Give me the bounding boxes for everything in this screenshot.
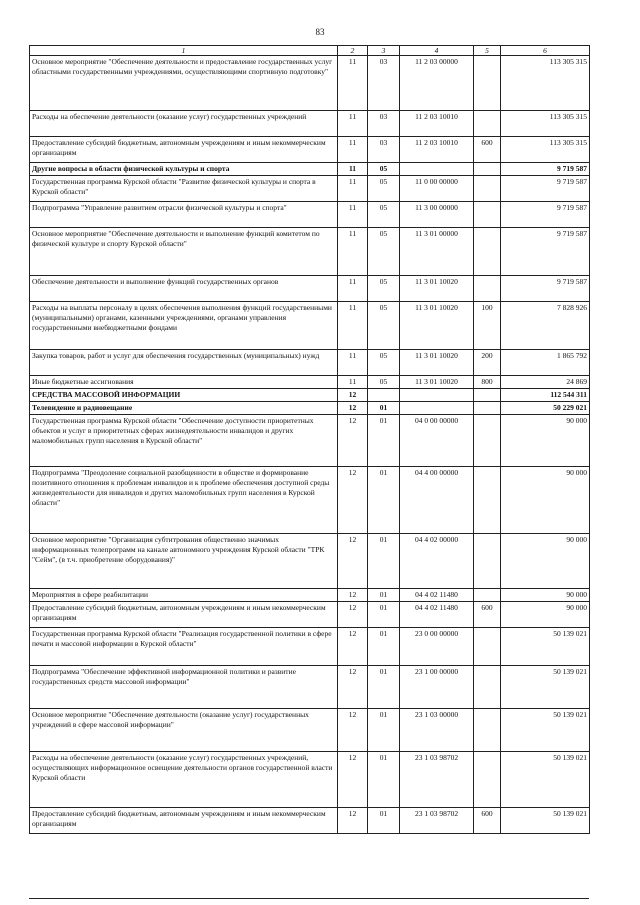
row-sum: 9 719 587 — [501, 176, 590, 202]
row-sum: 50 139 021 — [501, 752, 590, 808]
table-row — [30, 389, 590, 402]
row-section: 12 — [338, 628, 368, 666]
row-subsection: 01 — [368, 602, 400, 628]
table-row — [30, 163, 590, 176]
table-row — [30, 589, 590, 602]
row-name: Мероприятия в сфере реабилитации — [30, 589, 338, 602]
row-sum: 113 305 315 — [501, 137, 590, 163]
row-expense-type — [474, 228, 501, 276]
row-name: Государственная программа Курской области "Реализация государственной политики в сфере печати и массовой информации в Курской области" — [30, 628, 338, 666]
row-sum: 113 305 315 — [501, 56, 590, 111]
row-target-article: 11 3 00 00000 — [400, 202, 474, 228]
row-target-article: 11 3 01 10020 — [400, 276, 474, 302]
row-subsection: 03 — [368, 137, 400, 163]
row-section: 11 — [338, 276, 368, 302]
row-section: 11 — [338, 137, 368, 163]
row-name: Подпрограмма "Обеспечение эффективной информационной политики и развитие государственных средств массовой информации" — [30, 666, 338, 709]
row-expense-type — [474, 467, 501, 534]
row-expense-type — [474, 589, 501, 602]
row-subsection: 01 — [368, 589, 400, 602]
row-expense-type — [474, 666, 501, 709]
table-row — [30, 202, 590, 228]
row-sum: 112 544 311 — [501, 389, 590, 402]
row-name: Подпрограмма "Управление развитием отрасли физической культуры и спорта" — [30, 202, 338, 228]
row-sum: 90 000 — [501, 467, 590, 534]
row-name: Основное мероприятие "Обеспечение деятельности и выполнение функций комитетом по физической культуре и спорту Курской области" — [30, 228, 338, 276]
row-subsection: 05 — [368, 228, 400, 276]
row-expense-type — [474, 402, 501, 415]
row-subsection — [368, 389, 400, 402]
row-sum: 113 305 315 — [501, 111, 590, 137]
row-target-article: 04 4 02 00000 — [400, 534, 474, 589]
table-row — [30, 56, 590, 111]
row-section: 12 — [338, 666, 368, 709]
row-target-article: 04 4 02 11480 — [400, 589, 474, 602]
row-section: 11 — [338, 228, 368, 276]
row-subsection: 01 — [368, 752, 400, 808]
row-name: Предоставление субсидий бюджетным, автономным учреждениям и иным некоммерческим организациям — [30, 602, 338, 628]
row-expense-type: 600 — [474, 808, 501, 834]
row-target-article: 11 2 03 10010 — [400, 137, 474, 163]
row-section: 11 — [338, 376, 368, 389]
row-section: 12 — [338, 709, 368, 752]
row-section: 12 — [338, 808, 368, 834]
row-expense-type — [474, 56, 501, 111]
row-subsection: 05 — [368, 350, 400, 376]
row-target-article: 23 1 00 00000 — [400, 666, 474, 709]
row-expense-type — [474, 534, 501, 589]
row-name: Основное мероприятие "Обеспечение деятельности и предоставление государственных услуг областными государственными учреждениями, осуществляющими спортивную подготовку" — [30, 56, 338, 111]
row-subsection: 01 — [368, 808, 400, 834]
row-section: 11 — [338, 302, 368, 350]
row-section: 12 — [338, 752, 368, 808]
table-row — [30, 602, 590, 628]
row-expense-type: 200 — [474, 350, 501, 376]
row-name: Расходы на обеспечение деятельности (оказание услуг) государственных учреждений, осуществляющих информационное освещение деятельности органов государственной власти Курской области — [30, 752, 338, 808]
row-target-article — [400, 389, 474, 402]
row-sum: 90 000 — [501, 415, 590, 467]
row-expense-type: 600 — [474, 602, 501, 628]
row-subsection: 01 — [368, 628, 400, 666]
row-target-article: 23 1 03 98702 — [400, 752, 474, 808]
bottom-rule — [29, 898, 589, 899]
row-target-article: 04 4 02 11480 — [400, 602, 474, 628]
row-subsection: 03 — [368, 56, 400, 111]
row-expense-type: 600 — [474, 137, 501, 163]
row-name: Государственная программа Курской области "Обеспечение доступности приоритетных объектов и услуг в приоритетных сферах жизнедеятельности инвалидов и других маломобильных групп населения в Курской области" — [30, 415, 338, 467]
row-target-article: 04 0 00 00000 — [400, 415, 474, 467]
row-expense-type — [474, 111, 501, 137]
table-row — [30, 628, 590, 666]
row-name: Предоставление субсидий бюджетным, автономным учреждениям и иным некоммерческим организациям — [30, 137, 338, 163]
table-row — [30, 467, 590, 534]
row-sum: 90 000 — [501, 534, 590, 589]
row-name: Расходы на выплаты персоналу в целях обеспечения выполнения функций государственными (муниципальными) органами, казенными учреждениями, органами управления государственными внебюджетными фондами — [30, 302, 338, 350]
row-section: 12 — [338, 534, 368, 589]
row-subsection: 01 — [368, 467, 400, 534]
row-sum: 50 139 021 — [501, 666, 590, 709]
table-row — [30, 302, 590, 350]
header-section: 2 — [338, 46, 368, 56]
row-sum: 1 865 792 — [501, 350, 590, 376]
row-expense-type — [474, 628, 501, 666]
row-sum: 50 139 021 — [501, 709, 590, 752]
header-name: 1 — [30, 46, 338, 56]
row-sum: 9 719 587 — [501, 163, 590, 176]
row-expense-type — [474, 276, 501, 302]
page-number: 83 — [315, 27, 325, 37]
row-name: Государственная программа Курской области "Развитие физической культуры и спорта в Курской области" — [30, 176, 338, 202]
row-section: 12 — [338, 467, 368, 534]
table-row — [30, 228, 590, 276]
row-target-article: 11 3 01 10020 — [400, 350, 474, 376]
table-header-row — [30, 46, 590, 56]
row-subsection: 01 — [368, 666, 400, 709]
row-expense-type: 100 — [474, 302, 501, 350]
row-name: Другие вопросы в области физической культуры и спорта — [30, 163, 338, 176]
row-name: Иные бюджетные ассигнования — [30, 376, 338, 389]
row-target-article: 11 2 03 00000 — [400, 56, 474, 111]
row-name: Основное мероприятие "Обеспечение деятельности (оказание услуг) государственных учреждений в сфере массовой информации" — [30, 709, 338, 752]
row-subsection: 03 — [368, 111, 400, 137]
row-subsection: 05 — [368, 276, 400, 302]
row-expense-type — [474, 389, 501, 402]
header-expense-type: 5 — [474, 46, 501, 56]
row-section: 11 — [338, 163, 368, 176]
row-subsection: 05 — [368, 176, 400, 202]
table-row — [30, 534, 590, 589]
row-sum: 9 719 587 — [501, 276, 590, 302]
row-subsection: 01 — [368, 534, 400, 589]
table-row — [30, 402, 590, 415]
header-sum: 6 — [501, 46, 590, 56]
row-target-article: 11 3 01 10020 — [400, 376, 474, 389]
row-target-article: 11 3 01 00000 — [400, 228, 474, 276]
row-expense-type — [474, 752, 501, 808]
header-target-article: 4 — [400, 46, 474, 56]
row-target-article: 11 0 00 00000 — [400, 176, 474, 202]
row-name: Расходы на обеспечение деятельности (оказание услуг) государственных учреждений — [30, 111, 338, 137]
row-section: 11 — [338, 56, 368, 111]
row-target-article — [400, 163, 474, 176]
table-row — [30, 350, 590, 376]
row-name: Телевидение и радиовещание — [30, 402, 338, 415]
row-section: 11 — [338, 176, 368, 202]
row-expense-type — [474, 202, 501, 228]
row-section: 11 — [338, 111, 368, 137]
row-subsection: 05 — [368, 302, 400, 350]
row-section: 11 — [338, 350, 368, 376]
row-sum: 50 139 021 — [501, 628, 590, 666]
row-sum: 9 719 587 — [501, 202, 590, 228]
row-name: Обеспечение деятельности и выполнение функций государственных органов — [30, 276, 338, 302]
table-row — [30, 376, 590, 389]
table-row — [30, 415, 590, 467]
budget-table — [29, 45, 590, 834]
row-section: 12 — [338, 589, 368, 602]
row-sum: 50 229 021 — [501, 402, 590, 415]
row-subsection: 01 — [368, 709, 400, 752]
row-section: 12 — [338, 389, 368, 402]
header-subsection: 3 — [368, 46, 400, 56]
row-sum: 50 139 021 — [501, 808, 590, 834]
row-section: 12 — [338, 602, 368, 628]
row-subsection: 01 — [368, 415, 400, 467]
row-sum: 9 719 587 — [501, 228, 590, 276]
row-expense-type — [474, 709, 501, 752]
row-sum: 7 828 926 — [501, 302, 590, 350]
table-row — [30, 137, 590, 163]
table-row — [30, 176, 590, 202]
row-target-article: 11 3 01 10020 — [400, 302, 474, 350]
row-target-article: 23 1 03 00000 — [400, 709, 474, 752]
row-sum: 24 869 — [501, 376, 590, 389]
table-row — [30, 276, 590, 302]
row-subsection: 05 — [368, 202, 400, 228]
row-sum: 90 000 — [501, 589, 590, 602]
row-section: 12 — [338, 415, 368, 467]
row-name: Закупка товаров, работ и услуг для обеспечения государственных (муниципальных) нужд — [30, 350, 338, 376]
row-name: СРЕДСТВА МАССОВОЙ ИНФОРМАЦИИ — [30, 389, 338, 402]
row-expense-type: 800 — [474, 376, 501, 389]
row-sum: 90 000 — [501, 602, 590, 628]
row-name: Основное мероприятие "Организация субтитрования общественно значимых информационных телепрограмм на канале автономного учреждения Курской области "ТРК "Сейм", (в т.ч. приобретение оборудования)" — [30, 534, 338, 589]
table-row — [30, 752, 590, 808]
row-section: 12 — [338, 402, 368, 415]
row-subsection: 05 — [368, 163, 400, 176]
row-subsection: 01 — [368, 402, 400, 415]
row-expense-type — [474, 163, 501, 176]
row-target-article — [400, 402, 474, 415]
row-section: 11 — [338, 202, 368, 228]
row-target-article: 23 1 03 98702 — [400, 808, 474, 834]
row-subsection: 05 — [368, 376, 400, 389]
row-name: Подпрограмма "Преодоление социальной разобщенности в обществе и формирование позитивного отношения к проблемам инвалидов и к проблеме обеспечения доступной среды жизнедеятельности для инвалидов и других маломобильных групп населения в Курской области" — [30, 467, 338, 534]
table-row — [30, 666, 590, 709]
row-expense-type — [474, 176, 501, 202]
row-expense-type — [474, 415, 501, 467]
table-row — [30, 808, 590, 834]
row-target-article: 11 2 03 10010 — [400, 111, 474, 137]
row-name: Предоставление субсидий бюджетным, автономным учреждениям и иным некоммерческим организациям — [30, 808, 338, 834]
table-row — [30, 111, 590, 137]
row-target-article: 23 0 00 00000 — [400, 628, 474, 666]
table-row — [30, 709, 590, 752]
row-target-article: 04 4 00 00000 — [400, 467, 474, 534]
